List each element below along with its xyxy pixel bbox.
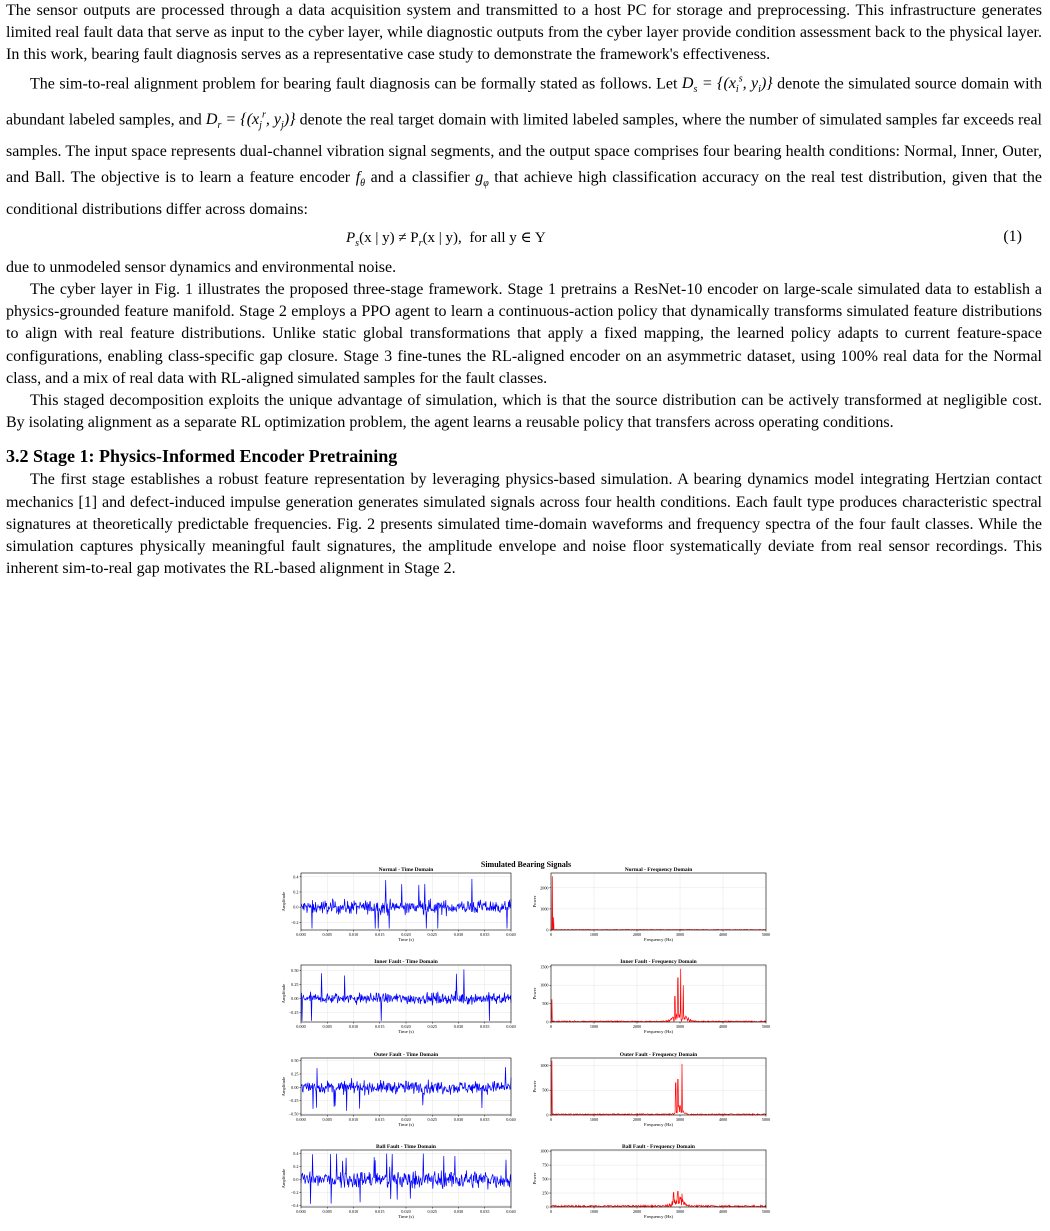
x-tick-label: 0.005 [322,1117,332,1122]
x-axis-label: Time (s) [398,1029,414,1034]
x-tick-label: 2000 [632,1024,642,1029]
x-tick-label: 4000 [718,1024,728,1029]
x-tick-label: 5000 [761,932,771,937]
y-tick-label: 0.4 [293,874,299,880]
y-axis-label: Power [532,895,537,908]
x-tick-label: 0.040 [506,1117,516,1122]
plot-frame [551,873,766,930]
subplot-6 [532,1052,770,1127]
x-axis-label: Frequency (Hz) [644,1122,673,1127]
x-tick-label: 0.035 [480,932,490,937]
y-tick-label: 2000 [540,885,549,891]
x-tick-label: 0.020 [401,1209,411,1214]
equation-number: (1) [1003,227,1022,245]
figure-simulated-bearing-signals [276,859,776,1229]
text-segment: The sim-to-real alignment problem for bearing fault diagnosis can be formally stated as follows. Let [30,74,678,92]
y-axis-label: Amplitude [281,891,286,912]
x-tick-label: 0 [549,1024,553,1029]
x-tick-label: 2000 [632,932,642,937]
subplot-title: Outer Fault - Time Domain [373,1052,439,1058]
x-tick-label: 0.010 [348,1117,359,1122]
y-tick-label: 750 [542,1162,549,1168]
x-tick-label: 0.030 [453,932,464,937]
paragraph-staged-decomposition: This staged decomposition exploits the unique advantage of simulation, which is that the source distribution can be actively transformed at negligible cost. By isolating alignment as a separate RL optimization problem, the agent learns a reusable policy that transfers across operating conditions. [6,392,1042,432]
y-axis-label: Power [532,1080,537,1093]
x-tick-label: 0.040 [506,932,516,937]
section-heading: 3.2 Stage 1: Physics-Informed Encoder Pretraining [6,446,398,467]
x-tick-label: 0.010 [348,1024,359,1029]
math-target-domain: $D_r = \{(x_j^r$, $y_j$)} [205,109,296,132]
x-tick-label: 0.000 [296,1209,306,1214]
subplot-4 [532,959,770,1034]
x-tick-label: 0 [549,1117,553,1122]
x-axis-label: Time (s) [398,937,414,942]
x-tick-label: 0.025 [427,1024,437,1029]
y-tick-label: 1000 [540,1062,549,1068]
y-tick-label: 0 [546,1019,549,1025]
y-tick-label: −0.2 [290,1190,299,1196]
x-tick-label: 5000 [761,1209,771,1214]
x-tick-label: 5000 [761,1024,771,1029]
x-tick-label: 0.030 [453,1024,464,1029]
x-tick-label: 3000 [675,932,685,937]
x-tick-label: 0.015 [375,1209,385,1214]
x-tick-label: 0.010 [348,932,359,937]
math-classifier: $g_\varphi$ [475,169,489,190]
y-tick-label: 1000 [540,982,549,988]
y-tick-label: 500 [542,1001,549,1007]
spectrum-line [551,876,766,930]
spectrum-line [551,969,766,1022]
x-axis-label: Time (s) [398,1122,414,1127]
y-tick-label: 250 [542,1190,549,1196]
subplot-title: Inner Fault - Frequency Domain [620,959,697,965]
x-tick-label: 3000 [675,1117,685,1122]
y-tick-label: 0.0 [293,904,299,910]
y-tick-label: 500 [542,1087,549,1093]
subplot-title: Ball Fault - Frequency Domain [622,1144,695,1150]
x-tick-label: 0.010 [348,1209,359,1214]
x-axis-label: Time (s) [398,1214,414,1219]
x-tick-label: 1000 [589,1117,599,1122]
x-tick-label: 0.040 [506,1024,516,1029]
y-tick-label: 0 [546,927,549,933]
x-tick-label: 0.035 [480,1209,490,1214]
y-tick-label: 0.0 [293,1176,299,1182]
y-axis-label: Power [532,987,537,1000]
paragraph-problem-statement [6,67,1042,223]
plot-frame [551,965,766,1022]
y-tick-label: 0.25 [291,982,299,988]
text-segment: denote the simulated source domain with abundant labeled samples, and [6,74,1043,129]
x-axis-label: Frequency (Hz) [644,1214,673,1219]
x-tick-label: 0.000 [296,1117,306,1122]
figure-suptitle: Simulated Bearing Signals [480,860,572,869]
y-tick-label: 0.2 [293,1163,299,1169]
subplot-8 [532,1144,770,1219]
x-tick-label: 1000 [589,1024,599,1029]
math-encoder: $f_\theta$ [355,169,366,190]
subplot-title: Ball Fault - Time Domain [376,1144,436,1150]
x-tick-label: 0.040 [506,1209,516,1214]
y-tick-label: 1000 [540,1148,549,1154]
x-tick-label: 0.020 [401,932,411,937]
math-source-domain: $D_s = \{(x_i^s$, $y_i$)} [681,73,773,96]
x-tick-label: 0 [549,932,553,937]
spectrum-line [551,1061,766,1116]
x-tick-label: 0.035 [480,1024,490,1029]
equation-1 [6,225,1042,253]
y-axis-label: Amplitude [281,983,286,1004]
x-tick-label: 2000 [632,1209,642,1214]
y-tick-label: −0.50 [288,1111,299,1117]
x-tick-label: 0.030 [453,1117,464,1122]
subplot-2 [532,867,770,942]
y-axis-label: Amplitude [281,1076,286,1097]
y-tick-label: 0.25 [291,1071,299,1077]
spectrum-line [551,1191,766,1207]
x-tick-label: 3000 [675,1209,685,1214]
x-tick-label: 2000 [632,1117,642,1122]
x-tick-label: 5000 [761,1117,771,1122]
y-tick-label: 1000 [540,906,549,912]
y-tick-label: 0.00 [291,1084,299,1090]
subplot-title: Normal - Time Domain [378,867,434,873]
y-tick-label: 0 [546,1204,549,1210]
x-tick-label: 0.000 [296,1024,306,1029]
x-tick-label: 0.005 [322,1209,332,1214]
x-tick-label: 0.025 [427,1117,437,1122]
x-tick-label: 0.020 [401,1024,411,1029]
x-tick-label: 4000 [718,1209,728,1214]
equation-formula: $P_s(x$ | $y) \ne P_r(x$ | y), for all y ∈ Y [346,229,546,249]
x-tick-label: 0.005 [322,932,332,937]
x-tick-label: 0.025 [427,1209,437,1214]
paragraph-noise: due to unmodeled sensor dynamics and environmental noise. [6,258,397,276]
x-tick-label: 0.000 [296,932,306,937]
paper-page [6,0,1042,580]
x-tick-label: 1000 [589,1209,599,1214]
subplot-1 [281,867,516,942]
x-tick-label: 4000 [718,932,728,937]
y-tick-label: −0.25 [288,1098,299,1104]
y-tick-label: 0.50 [291,968,299,974]
paragraph-cyber-layer: The cyber layer in Fig. 1 illustrates the proposed three-stage framework. Stage 1 pretrains a ResNet-10 encoder on large-scale simulated data to establish a physics-grounded feature manifold. Stage 2 employs a PPO agent to learn a continuous-action policy that dynamically transforms simulated feature distributions to align with real feature distributions. Unlike static global transformations that apply a fixed mapping, the learned policy adapts to current feature-space configurations, enabling class-specific gap closure. Stage 3 fine-tunes the RL-aligned encoder on an asymmetric dataset, using 100% real data for the Normal class, and a mix of real data with RL-aligned simulated samples for the fault classes. [6,281,1042,387]
y-tick-label: 0.2 [293,889,299,895]
text-segment: and a classifier [370,169,470,187]
subplot-7 [281,1144,516,1219]
y-tick-label: −0.4 [290,1203,299,1209]
y-tick-label: 500 [542,1176,549,1182]
paragraph-stage1: The first stage establishes a robust feature representation by leveraging physics-based simulation. A bearing dynamics model integrating Hertzian contact mechanics [1] and defect-induced impulse generation generates simulated signals across four health conditions. Each fault type produces characteristic spectral signatures at theoretically predictable frequencies. Fig. 2 presents simulated time-domain waveforms and frequency spectra of the four fault classes. While the simulation captures physically meaningful fault signatures, the amplitude envelope and noise floor systematically deviate from real sensor recordings. This inherent sim-to-real gap motivates the RL-based alignment in Stage 2. [6,471,1042,578]
paragraph-sensor-outputs: The sensor outputs are processed through a data acquisition system and transmitted to a host PC for storage and preprocessing. This infrastructure generates limited real fault data that serve as input to the cyber layer, while diagnostic outputs from the cyber layer provide condition assessment back to the physical layer. In this work, bearing fault diagnosis serves as a representative case study to demonstrate the framework's effectiveness. [6,2,1042,64]
subplot-title: Inner Fault - Time Domain [374,959,438,965]
subplot-3 [281,959,516,1034]
subplot-title: Normal - Frequency Domain [624,867,693,873]
x-tick-label: 0.015 [375,1117,385,1122]
text-segment: denote the real target domain with limited labeled samples, where the number of simulated samples far exceeds real samples. The input space represents dual-channel vibration signal segments, and the output space comprises four bearing health conditions: Normal, Inner, Outer, and Ball. The objective is to learn a feature encoder [6,111,1043,187]
figure-svg [276,859,776,1229]
y-tick-label: −0.25 [288,1010,299,1015]
x-tick-label: 3000 [675,1024,685,1029]
x-tick-label: 0.025 [427,932,437,937]
text-segment: that achieve high classification accuracy on the real test distribution, given that the conditional distributions differ across domains: [6,169,1042,219]
x-tick-label: 0 [549,1209,553,1214]
x-tick-label: 0.030 [453,1209,464,1214]
y-tick-label: 0.4 [293,1150,299,1156]
x-tick-label: 0.020 [401,1117,411,1122]
x-tick-label: 0.035 [480,1117,490,1122]
y-tick-label: 0.00 [291,996,299,1002]
subplot-title: Outer Fault - Frequency Domain [619,1052,698,1058]
x-tick-label: 0.015 [375,1024,385,1029]
y-tick-label: 0 [546,1112,549,1118]
plot-frame [551,1058,766,1115]
x-tick-label: 4000 [718,1117,728,1122]
x-axis-label: Frequency (Hz) [644,937,673,942]
y-tick-label: −0.2 [290,919,299,925]
x-tick-label: 1000 [589,932,599,937]
y-tick-label: 1500 [540,964,549,970]
y-axis-label: Power [532,1172,537,1185]
y-tick-label: 0.50 [291,1058,299,1064]
y-axis-label: Amplitude [281,1168,286,1189]
x-axis-label: Frequency (Hz) [644,1029,673,1034]
plot-frame [551,1150,766,1207]
x-tick-label: 0.015 [375,932,385,937]
subplot-5 [281,1052,516,1127]
x-tick-label: 0.005 [322,1024,332,1029]
